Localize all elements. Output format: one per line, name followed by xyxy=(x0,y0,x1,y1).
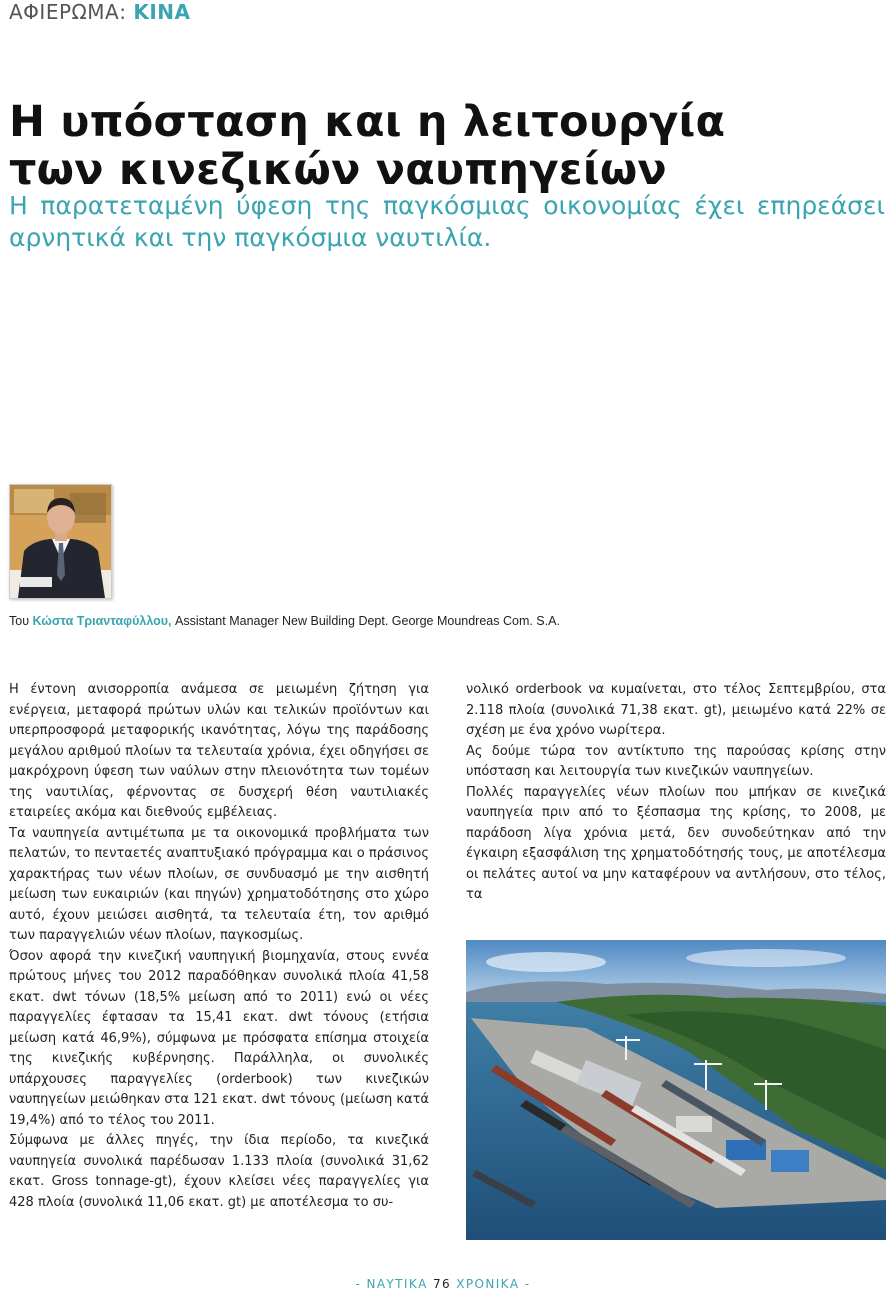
author-name: Κώστα Τριανταφύλλου, xyxy=(32,614,172,628)
shipyard-aerial-illustration xyxy=(466,940,886,1240)
section-tag xyxy=(9,0,191,24)
right-column xyxy=(466,680,886,906)
paragraph: Όσον αφορά την κινεζική ναυπηγική βιομηχανία, στους εννέα πρώτους μήνες του 2012 παραδόθηκαν συνολικά πλοία 41,58 εκατ. dwt τόνων (18,5% μείωση από το 2011) ενώ οι νέες παραγγελίες έφτασαν τα 15,41 εκατ. dwt τόνους (ετήσια μείωση κατά 46,9%), σύμφωνα με πρόσφατα επίσημα στοιχεία της κινεζικής κυβέρνησης. Παράλληλα, οι συνολικές υπάρχουσες παραγγελίες (orderbook) των κινεζικών ναυπηγείων μειώθηκαν στα 121 εκατ. dwt τόνους (μείωση κατά 19,4%) από το τέλος του 2011. xyxy=(9,948,429,1128)
paragraph: Ας δούμε τώρα τον αντίκτυπο της παρούσας κρίσης στην υπόσταση και λειτουργία των κινεζικών ναυπηγείων. xyxy=(466,743,886,779)
section-prefix: ΑΦΙΕΡΩΜΑ: xyxy=(9,0,127,24)
paragraph: Πολλές παραγγελίες νέων πλοίων που μπήκαν σε κινεζικά ναυπηγεία πριν από το ξέσπασμα της κρίσης, το 2008, με παράδοση λίγα χρόνια μετά, δεν συνοδεύτηκαν από την έγκαιρη εξασφάλιση της χρηματοδότησής τους, με αποτέλεσμα οι πελάτες αυτοί να μην καταφέρουν να αντλήσουν, στο τέλος, τα xyxy=(466,784,886,902)
paragraph: Η έντονη ανισορροπία ανάμεσα σε μειωμένη ζήτηση για ενέργεια, μεταφορά πρώτων υλών και τελικών προϊόντων και υπερπροσφορά μεταφορικής ικανότητας, λόγω της παράδοσης μεγάλου αριθμού πλοίων τα τελευταία χρόνια, έχει οδηγήσει σε μακρόχρονη ύφεση των ναύλων στην πλειονότητα των τομέων της ναυτιλίας, φέρνοντας σε δυσχερή θέση ναυτιλιακές εταιρείες ακόμα και διεθνούς εμβέλειας. xyxy=(9,682,429,820)
paragraph: Τα ναυπηγεία αντιμέτωπα με τα οικονομικά προβλήματα των πελατών, το πενταετές αναπτυξιακό πρόγραμμα και ο πράσινος χαρακτήρας των νέων πλοίων, σε συνδυασμό με την αισθητή μείωση των ευκαιριών (και πηγών) χρηματοδότησης στο χώρο αυτό, έχουν μειώσει αισθητά, τα τελευταία έτη, τον αριθμό των παραγγελιών νέων πλοίων, παγκοσμίως. xyxy=(9,825,429,943)
title-line-2: των κινεζικών ναυπηγείων xyxy=(9,145,667,195)
left-column xyxy=(9,680,429,1213)
title-line-1: Η υπόσταση και η λειτουργία xyxy=(9,97,726,147)
page-footer xyxy=(0,1276,886,1292)
author-photo xyxy=(9,484,112,599)
byline-prefix: Του xyxy=(9,614,30,628)
author-role: Assistant Manager New Building Dept. George Moundreas Com. S.A. xyxy=(175,614,560,628)
paragraph: νολικό orderbook να κυμαίνεται, στο τέλος Σεπτεμβρίου, στα 2.118 πλοία (συνολικά 71,38 εκατ. gt), μειωμένο κατά 22% σε σχέση με ένα χρόνο νωρίτερα. xyxy=(466,682,886,738)
paragraph: Σύμφωνα με άλλες πηγές, την ίδια περίοδο, τα κινεζικά ναυπηγεία συνολικά παρέδωσαν 1.133 πλοία (συνολικά 31,62 εκατ. Gross tonnage-gt), έχουν κλείσει νέες παραγγελίες για 428 πλοία (συνολικά 11,06 εκατ. gt) με αποτέλεσμα το συ- xyxy=(9,1133,429,1210)
section-topic: ΚΙΝΑ xyxy=(133,0,191,24)
byline xyxy=(9,613,560,629)
page-number: 76 xyxy=(432,1277,452,1291)
article-subtitle: Η παρατεταμένη ύφεση της παγκόσμιας οικονομίας έχει επηρεάσει αρνητικά και την παγκόσμια ναυτιλία. xyxy=(9,191,885,252)
author-portrait-illustration xyxy=(10,485,111,598)
footer-post: ΧΡΟΝΙΚΑ - xyxy=(456,1277,531,1291)
shipyard-photo xyxy=(466,940,886,1240)
footer-pre: - ΝΑΥΤΙΚΑ xyxy=(355,1277,428,1291)
article-title xyxy=(9,98,879,194)
